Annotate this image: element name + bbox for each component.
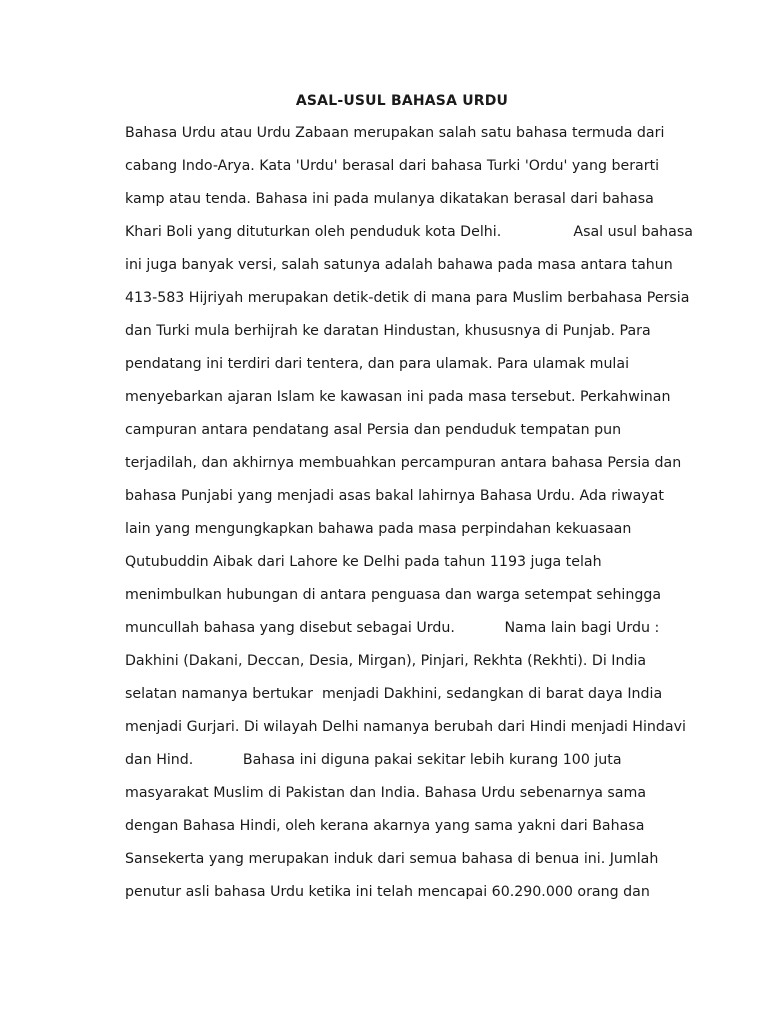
body-line: dan Turki mula berhijrah ke daratan Hindustan, khususnya di Punjab. Para bbox=[125, 323, 651, 339]
body-line: Sansekerta yang merupakan induk dari semua bahasa di benua ini. Jumlah bbox=[125, 851, 659, 867]
body-line: selatan namanya bertukar menjadi Dakhini, sedangkan di barat daya India bbox=[125, 686, 663, 702]
document-title: ASAL-USUL BAHASA URDU bbox=[295, 93, 509, 109]
body-line: menimbulkan hubungan di antara penguasa dan warga setempat sehingga bbox=[125, 587, 662, 603]
body-line: campuran antara pendatang asal Persia dan penduduk tempatan pun bbox=[125, 422, 622, 438]
body-line: menyebarkan ajaran Islam ke kawasan ini pada masa tersebut. Perkahwinan bbox=[125, 389, 671, 405]
body-line: terjadilah, dan akhirnya membuahkan percampuran antara bahasa Persia dan bbox=[125, 455, 682, 471]
body-line: lain yang mengungkapkan bahawa pada masa perpindahan kekuasaan bbox=[125, 521, 632, 537]
body-line: Qutubuddin Aibak dari Lahore ke Delhi pada tahun 1193 juga telah bbox=[125, 554, 602, 570]
body-line: ini juga banyak versi, salah satunya adalah bahawa pada masa antara tahun bbox=[125, 257, 673, 273]
body-line: bahasa Punjabi yang menjadi asas bakal lahirnya Bahasa Urdu. Ada riwayat bbox=[125, 488, 664, 504]
document-body bbox=[125, 122, 695, 914]
body-line: menjadi Gurjari. Di wilayah Delhi namanya berubah dari Hindi menjadi Hindavi bbox=[125, 719, 686, 735]
body-line: kamp atau tenda. Bahasa ini pada mulanya dikatakan berasal dari bahasa bbox=[125, 191, 654, 207]
body-line: pendatang ini terdiri dari tentera, dan para ulamak. Para ulamak mulai bbox=[125, 356, 630, 372]
body-line: Khari Boli yang dituturkan oleh penduduk kota Delhi. Asal usul bahasa bbox=[125, 224, 693, 240]
body-line: masyarakat Muslim di Pakistan dan India. Bahasa Urdu sebenarnya sama bbox=[125, 785, 647, 801]
body-line: muncullah bahasa yang disebut sebagai Urdu. Nama lain bagi Urdu : bbox=[125, 620, 660, 636]
body-line: Bahasa Urdu atau Urdu Zabaan merupakan salah satu bahasa termuda dari bbox=[125, 125, 665, 141]
body-line: cabang Indo-Arya. Kata 'Urdu' berasal dari bahasa Turki 'Ordu' yang berarti bbox=[125, 158, 660, 174]
body-line: dengan Bahasa Hindi, oleh kerana akarnya yang sama yakni dari Bahasa bbox=[125, 818, 645, 834]
body-line: 413-583 Hijriyah merupakan detik-detik di mana para Muslim berbahasa Persia bbox=[125, 290, 690, 306]
body-line: dan Hind. Bahasa ini diguna pakai sekitar lebih kurang 100 juta bbox=[125, 752, 622, 768]
body-line: penutur asli bahasa Urdu ketika ini telah mencapai 60.290.000 orang dan bbox=[125, 884, 650, 900]
body-line: Dakhini (Dakani, Deccan, Desia, Mirgan), Pinjari, Rekhta (Rekhti). Di India bbox=[125, 653, 647, 669]
